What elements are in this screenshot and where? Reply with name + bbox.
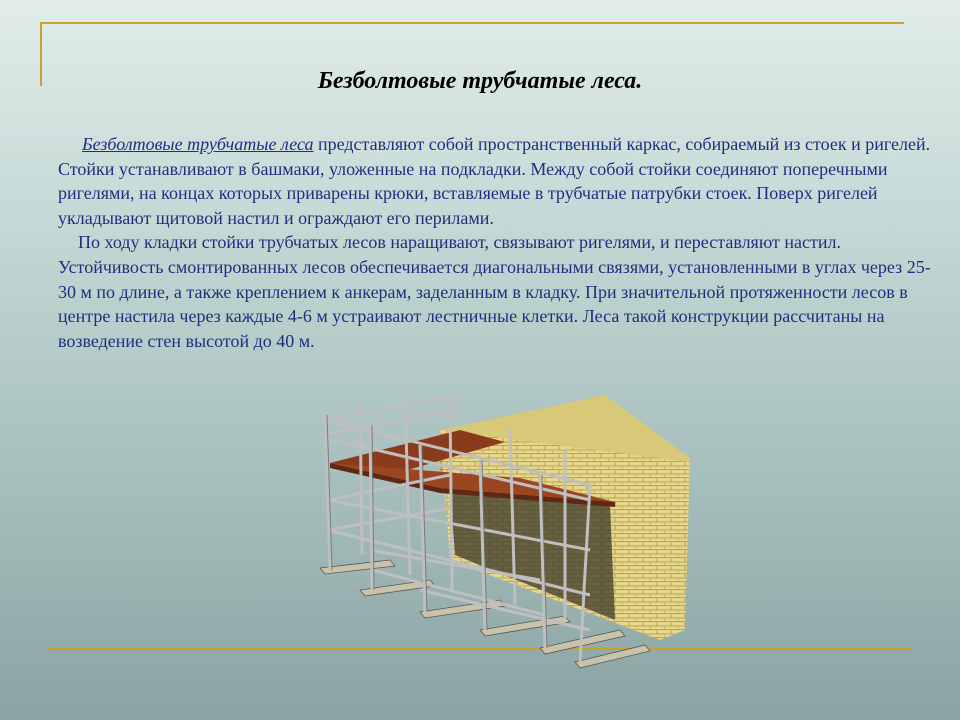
paragraph-2-text: По ходу кладки стойки трубчатых лесов наращивают, связывают ригелями, и переставляют настил. Устойчивость смонтированных лесов обеспечивается диагональными связями, установленными в углах через 25-30 м по длине, а также креплением к анкерам, заделанным в кладку. При значительной протяженности лесов в центре настила через каждые 4-6 м устраивают лестничные клетки. Леса такой конструкции рассчитаны на возведение стен высотой до 40 м. bbox=[58, 232, 931, 351]
paragraph-1 bbox=[58, 132, 948, 230]
term-link[interactable]: Безболтовые трубчатые леса bbox=[82, 134, 314, 154]
scaffolding-illustration bbox=[300, 390, 700, 675]
slide-title: Безболтовые трубчатые леса. bbox=[317, 68, 643, 94]
slide-body bbox=[58, 132, 948, 353]
paragraph-2 bbox=[58, 230, 948, 353]
frame-top-line bbox=[40, 22, 904, 24]
paragraph-1-text: представляют собой пространственный каркас, собираемый из стоек и ригелей. Стойки устанавливают в башмаки, уложенные на подкладки. Между собой стойки соединяют поперечными ригелями, на концах которых приварены крюки, вставляемые в трубчатые патрубки стоек. Поверх ригелей укладывают щитовой настил и ограждают его перилами. bbox=[58, 134, 931, 228]
